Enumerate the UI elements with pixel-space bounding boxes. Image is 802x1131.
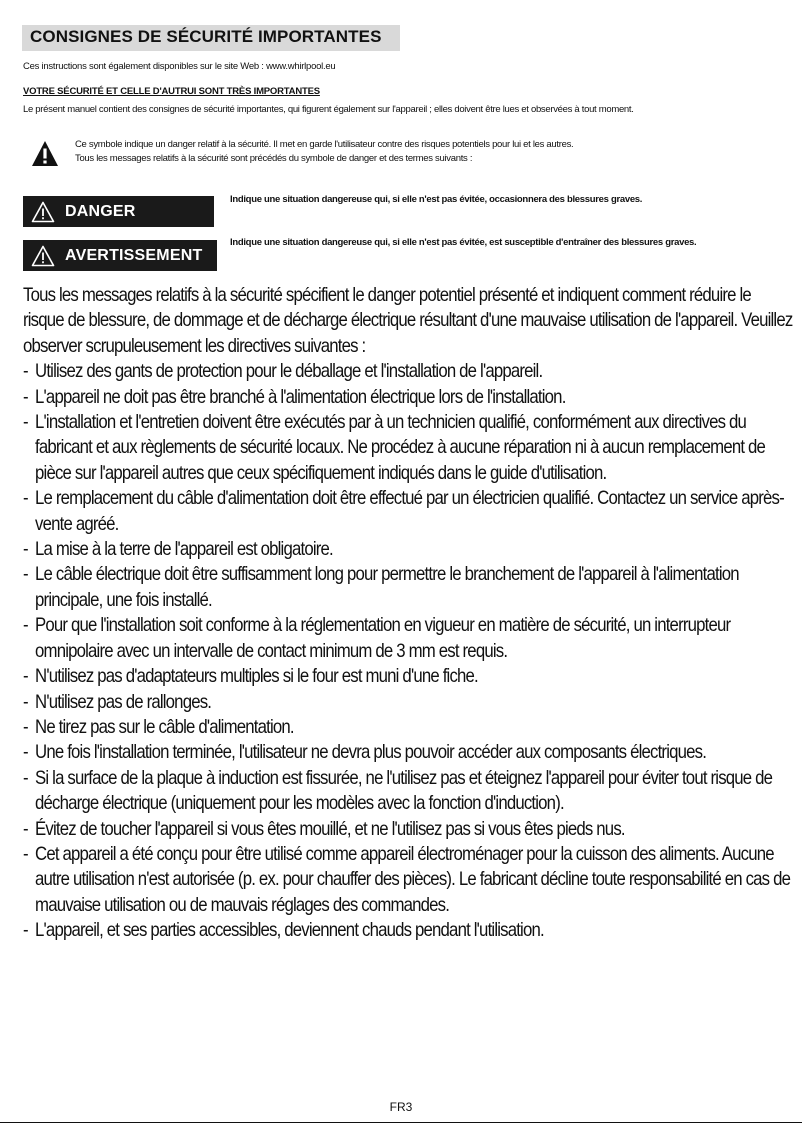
bullet-dash: - (23, 385, 28, 408)
bullet-dash: - (23, 563, 28, 586)
warning-label: AVERTISSEMENT (65, 246, 203, 264)
instructions-intro: Tous les messages relatifs à la sécurité spécifient le danger potentiel présenté et indiquent comment réduire le risque de blessure, de dommage et de décharge électrique résultant d'une mauvaise utilisation de l'appareil. Veuillez observer scrupuleusement les directives suivantes : (23, 284, 793, 357)
instruction-item (23, 715, 795, 740)
bullet-dash: - (23, 614, 28, 637)
symbol-line: Tous les messages relatifs à la sécurité sont précédés du symbole de danger et des termes suivants : (75, 153, 473, 164)
instruction-text: Si la surface de la plaque à induction est fissurée, ne l'utilisez pas et éteignez l'appareil pour éviter tout risque de décharge électrique (uniquement pour les modèles avec la fonction d'induction). (35, 766, 773, 815)
instruction-text: Évitez de toucher l'appareil si vous êtes mouillé, et ne l'utilisez pas si vous êtes pieds nus. (35, 817, 625, 840)
bullet-dash: - (23, 411, 28, 434)
instruction-item (23, 537, 795, 562)
instruction-text: N'utilisez pas de rallonges. (35, 690, 212, 713)
footer-divider (0, 1122, 802, 1123)
page-number: FR3 (389, 1100, 413, 1114)
safety-instructions (23, 283, 793, 944)
danger-description: Indique une situation dangereuse qui, si elle n'est pas évitée, occasionnera des blessures graves. (230, 194, 643, 205)
web-availability-note: Ces instructions sont également disponibles sur le site Web : www.whirlpool.eu (23, 61, 336, 72)
bullet-dash: - (23, 842, 28, 865)
instruction-text: Le câble électrique doit être suffisamment long pour permettre le branchement de l'appareil à l'alimentation principale, une fois installé. (35, 563, 739, 611)
instruction-item (23, 562, 795, 613)
bullet-dash: - (23, 919, 28, 942)
instruction-text: N'utilisez pas d'adaptateurs multiples si le four est muni d'une fiche. (35, 665, 478, 688)
instruction-item (23, 842, 795, 918)
bullet-dash: - (23, 715, 28, 738)
instruction-text: L'appareil, et ses parties accessibles, deviennent chauds pendant l'utilisation. (35, 919, 544, 942)
instruction-item (23, 766, 795, 817)
bullet-dash: - (23, 665, 28, 688)
instruction-text: Une fois l'installation terminée, l'utilisateur ne devra plus pouvoir accéder aux composants électriques. (35, 741, 707, 764)
instruction-item (23, 385, 795, 410)
bullet-dash: - (23, 487, 28, 510)
warning-triangle-icon (31, 140, 59, 168)
symbol-line: Ce symbole indique un danger relatif à la sécurité. Il met en garde l'utilisateur contre des risques potentiels pour lui et les autres. (75, 139, 574, 150)
instruction-text: Utilisez des gants de protection pour le déballage et l'installation de l'appareil. (35, 360, 543, 383)
instruction-text: L'installation et l'entretien doivent être exécutés par à un technicien qualifié, conformément aux directives du fabricant et aux règlements de sécurité locaux. Ne procédez à aucune réparation ni à aucun remplacement de pièce sur l'appareil autres que ceux spécifiquement indiqués dans le guide d'utilisation. (35, 411, 766, 484)
manual-intro: Le présent manuel contient des consignes de sécurité importantes, qui figurent également sur l'appareil ; elles doivent être lues et observées à tout moment. (23, 104, 634, 115)
instruction-item (23, 817, 795, 842)
bullet-dash: - (23, 538, 28, 561)
instruction-item (23, 486, 795, 537)
warning-triangle-icon (31, 245, 55, 267)
bullet-dash: - (23, 817, 28, 840)
instruction-item (23, 690, 795, 715)
instruction-item (23, 918, 795, 943)
instruction-text: Cet appareil a été conçu pour être utilisé comme appareil électroménager pour la cuisson des aliments. Aucune autre utilisation n'est autorisée (p. ex. pour chauffer des pièces). Le fabricant décline toute responsabilité en cas de mauvaise utilisation ou de mauvais réglages des commandes. (35, 842, 791, 916)
symbol-explanation (75, 138, 573, 166)
bullet-dash: - (23, 766, 28, 789)
section-title: CONSIGNES DE SÉCURITÉ IMPORTANTES (22, 25, 400, 51)
safety-subheading: VOTRE SÉCURITÉ ET CELLE D'AUTRUI SONT TRÈS IMPORTANTES (23, 86, 320, 97)
instruction-item (23, 664, 795, 689)
bullet-dash: - (23, 690, 28, 713)
instruction-item (23, 410, 795, 486)
instruction-list (23, 359, 795, 943)
instruction-item (23, 613, 795, 664)
danger-label: DANGER (65, 202, 136, 220)
danger-badge (23, 196, 214, 227)
warning-badge (23, 240, 217, 271)
bullet-dash: - (23, 360, 28, 383)
bullet-dash: - (23, 741, 28, 764)
instruction-text: Le remplacement du câble d'alimentation doit être effectué par un électricien qualifié. Contactez un service après-vente agréé. (35, 487, 784, 535)
instruction-item (23, 740, 795, 765)
instruction-item (23, 359, 795, 384)
warning-triangle-icon (31, 201, 55, 223)
instruction-text: La mise à la terre de l'appareil est obligatoire. (35, 538, 333, 561)
instruction-text: Ne tirez pas sur le câble d'alimentation. (35, 715, 294, 738)
warning-description: Indique une situation dangereuse qui, si elle n'est pas évitée, est susceptible d'entraîner des blessures graves. (230, 237, 697, 248)
instruction-text: L'appareil ne doit pas être branché à l'alimentation électrique lors de l'installation. (35, 385, 566, 408)
instruction-text: Pour que l'installation soit conforme à la réglementation en vigueur en matière de sécurité, un interrupteur omnipolaire avec un intervalle de contact minimum de 3 mm est requis. (35, 614, 731, 662)
